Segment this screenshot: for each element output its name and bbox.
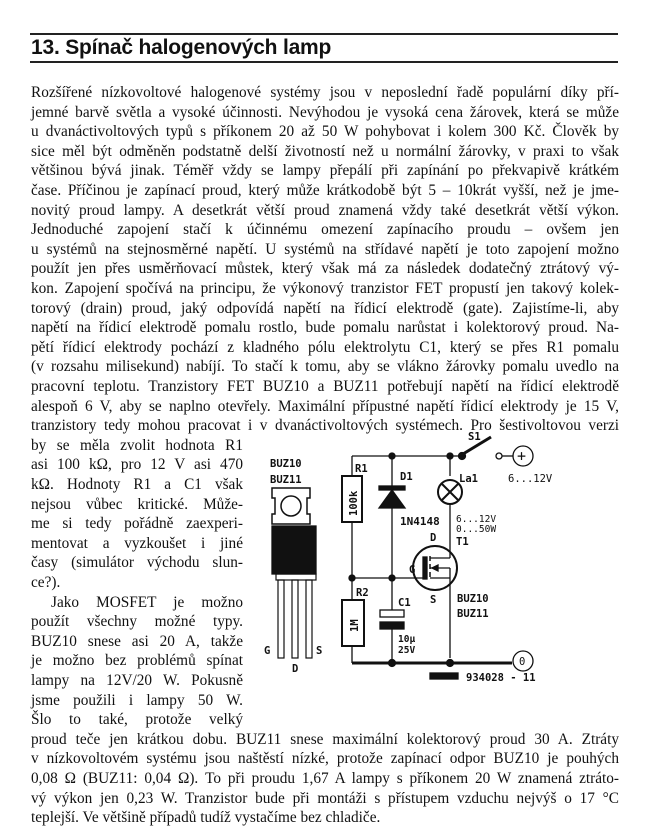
r1-label: R1 [355,463,368,475]
text-line: je možno bez problémů spínat [31,652,243,670]
text-line: by se měla zvolit hodnota R1 [31,436,243,454]
text-line: u systémů na stejnosměrné napětí. U systémů na střídavé napětí je toto zapojení možno [31,240,619,258]
text-line: časy (simulátor východu slun- [31,554,243,572]
text-line: Jednoduché zapojení stačí k účinnému omezení zapínacího proudu – ovšem jen [31,221,619,239]
text-line: me si tedy pořádně zaexperi- [31,515,243,533]
text-line: teplejší. Ve většině případů tudíž vystačíme bez chladiče. [31,809,381,827]
text-line: Šlo to také, protože velký [31,711,243,729]
text-line: pětí řídicí elektrody pochází z kladného pólu elektrolytu C1, který se přes R1 pomalu [31,338,619,356]
pin-d-lead [292,580,298,658]
text-line: čase. Příčinou je zapínací proud, který může krátkodobě být 5 – 10krát vyšší, než je jme- [31,182,619,199]
text-line: jemné barvě světla a vysoké účinnosti. Nevýhodou je vysoká cena žárovek, která se může [31,103,619,121]
article-title: 13. Spínač halogenových lamp [31,36,332,59]
text-line: pracovní teplotu. Tranzistory FET BUZ10 a BUZ11 potřebují napětí na řídicí elektrodě [31,378,619,395]
r1-value: 100k [348,490,360,516]
ground-bar [430,673,458,679]
lamp-power: 0...50W [456,524,497,535]
c1-label: C1 [398,597,411,609]
title-bottom-rule [30,61,618,63]
r2-label: R2 [356,587,369,599]
pin-g-lead [278,580,284,658]
supply-voltage: 6...12V [508,473,553,485]
pin-s-lead [306,580,312,658]
to220-hole [281,496,301,516]
c1-value-1: 10µ [398,634,416,645]
text-line: použít jen přes usměrňovací můstek, který však má za následek dodatečný ztrátový vý- [31,260,619,278]
supply-plus: + [517,447,527,465]
c1-value-2: 25V [398,645,416,656]
text-line: alespoň 6 V, aby se naplno otevřely. Maximální přípustné napětí řídicí elektrody je 15 V, [31,397,619,415]
package-label-1: BUZ10 [270,458,302,470]
text-line: 0,08 Ω (BUZ11: 0,04 Ω). To při proudu 1,67 A lampy s příkonem 20 W znamená ztráto- [31,770,619,787]
text-line: většinou bývá jinak. Téměř vždy se lampy přepálí při zapínání po překvapivě krátkém [31,162,619,180]
text-line: kon. Zapojení spočívá na principu, že výkonový tranzistor FET propustí jen takový kolek- [31,280,619,297]
text-line: u dvanáctivoltových typů s příkonem 20 až 50 W pohybovat i kolem 300 Kč. Člověk by [31,123,619,141]
t1-gate-label: G [409,564,416,576]
zero-terminal-label: 0 [519,656,526,668]
junction-dot [389,660,396,667]
t1-source-label: S [430,594,437,606]
d1-value: 1N4148 [400,515,440,528]
package-label-2: BUZ11 [270,474,302,486]
pin-d-label: D [292,663,299,675]
junction-dot [447,660,454,667]
text-line: ce?). [31,574,61,591]
s1-label: S1 [468,431,481,443]
r2-value: 1M [349,619,361,632]
text-line: tranzistory tedy mohou pracovat i v dvanáctivoltových systémech. Pro šestivoltovou verzi [31,417,619,435]
title-top-rule [30,33,618,35]
text-line: nejsou vůbec kritické. Může- [31,495,243,513]
to220-tab [272,488,310,524]
t1-drain-label: D [430,532,437,544]
t1-label: T1 [456,536,469,548]
pin-g-label: G [264,645,271,657]
text-line: torový (drain) proud, jaký odpovídá napětí na řídicí elektrodě (gate). Zajistíme-li, aby [31,299,619,317]
pin-s-label: S [316,645,323,657]
circuit-diagram [262,420,602,690]
text-line: jsme použili i lampy 50 W. [31,691,243,709]
diode-d1-triangle [379,490,405,508]
text-line: sice měl být odměněn podstatně delší životností než u normální žárovky, v praxi to však [31,142,619,160]
text-line: (v rozsahu milisekund) nabíjí. To stačí k tomu, aby se vlákno žárovky pomalu uvedlo na [31,358,619,376]
text-line: kΩ. Hodnoty R1 a C1 však [31,476,243,493]
text-line: napětí na řídicí elektrodě pomalu rostlo, bude pomalu narůstat i kolektorový proud. Na- [31,319,619,337]
text-line: v nízkovoltovém systému jsou naštěstí nízké, protože zapínací odpor BUZ10 je pouhých [31,750,619,768]
figure-code: 934028 - 11 [466,672,536,684]
t1-type-1: BUZ10 [457,593,489,605]
text-line: Rozšířené nízkovoltové halogenové systémy jsou v neposlední řadě populární díky pří- [31,84,619,101]
text-line: lampy na 12V/20 W. Pokusně [31,672,243,689]
capacitor-c1-plate [380,610,404,617]
to220-body [272,526,316,574]
capacitor-c1-plate-neg [380,622,404,629]
text-line: proud teče jen krátkou dobu. BUZ11 snese maximální kolektorový proud 30 A. Ztráty [31,730,619,748]
text-line: novitý proud lampy. A desetkrát větší proud znamená vždy také desetkrát větší výkon. [31,201,619,219]
t1-type-2: BUZ11 [457,608,489,620]
text-line: Jako MOSFET je možno [51,593,243,611]
text-line: asi 100 kΩ, pro 12 V asi 470 [31,456,243,474]
lamp-voltage: 6...12V [456,514,497,525]
switch-contact [496,453,502,459]
text-line: mentovat a vyzkoušet i jiné [31,534,243,552]
text-line: BUZ10 snese asi 20 A, takže [31,632,243,650]
lamp-label: La1 [459,473,478,485]
text-line: použít všechny možné typy. [31,613,243,631]
text-line: vý výkon jen 0,23 W. Tranzistor bude při montáži s přístupem vzduchu nejvýš o 17 °C [31,789,619,807]
d1-label: D1 [400,471,413,483]
